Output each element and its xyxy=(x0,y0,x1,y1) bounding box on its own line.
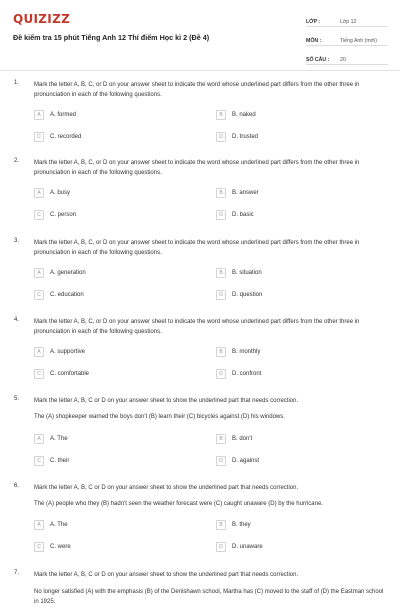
option-text: C. were xyxy=(50,544,71,550)
option-letter-box: C xyxy=(34,542,44,552)
option-text: C. education xyxy=(50,292,84,298)
option-b[interactable] xyxy=(216,110,256,120)
option-letter-box: D xyxy=(216,210,226,220)
option-text: C. recorded xyxy=(50,134,82,140)
meta-value: Tiếng Anh (mới) xyxy=(340,38,377,44)
option-letter-box: A xyxy=(34,520,44,530)
option-a[interactable] xyxy=(34,110,76,120)
option-letter-box: A xyxy=(34,347,44,357)
option-c[interactable] xyxy=(34,132,81,142)
question-number: 6. xyxy=(14,483,20,489)
option-a[interactable] xyxy=(34,347,85,357)
question-sentence: The (A) shopkeeper warned the boys don't (B) learn their (C) bicycles against (D) his windows. xyxy=(34,414,285,420)
question-number: 2. xyxy=(14,158,20,164)
option-letter-box: B xyxy=(216,188,226,198)
question-prompt: Mark the letter A, B, C, or D on your answer sheet to indicate the word whose underlined part differs from the other three in pronunciation in each of the following questions. xyxy=(34,319,360,335)
meta-label: LỚP : xyxy=(306,19,321,25)
option-text: A. busy xyxy=(50,190,71,196)
option-letter-box: B xyxy=(216,110,226,120)
meta-row-class xyxy=(306,14,388,27)
meta-label: SỐ CÂU : xyxy=(306,57,330,63)
option-text: A. The xyxy=(50,436,68,442)
option-b[interactable] xyxy=(216,188,259,198)
option-a[interactable] xyxy=(34,268,86,278)
option-text: D. unaware xyxy=(232,544,263,550)
option-d[interactable] xyxy=(216,369,261,379)
question-prompt: Mark the letter A, B, C or D on your answer sheet to show the underlined part that needs correction. xyxy=(34,398,299,404)
question-prompt: Mark the letter A, B, C, or D on your answer sheet to indicate the word whose underlined part differs from the other three in pronunciation in each of the following questions. xyxy=(34,160,360,176)
question-number: 7. xyxy=(14,570,20,576)
option-text: C. their xyxy=(50,458,70,464)
meta-row-count xyxy=(306,52,388,65)
option-b[interactable] xyxy=(216,434,252,444)
header-divider xyxy=(0,70,400,71)
option-letter-box: D xyxy=(216,369,226,379)
meta-value: Lớp 12 xyxy=(340,19,357,25)
option-letter-box: A xyxy=(34,268,44,278)
option-text: D. trusted xyxy=(232,134,259,140)
option-letter-box: A xyxy=(34,188,44,198)
option-c[interactable] xyxy=(34,210,76,220)
option-letter-box: C xyxy=(34,290,44,300)
option-text: D. question xyxy=(232,292,263,298)
option-text: D. against xyxy=(232,458,260,464)
quiz-meta xyxy=(306,14,388,71)
option-letter-box: B xyxy=(216,347,226,357)
question-number: 1. xyxy=(14,80,20,86)
question-prompt: Mark the letter A, B, C, or D on your answer sheet to indicate the word whose underlined part differs from the other three in pronunciation in each of the following questions. xyxy=(34,82,360,98)
option-d[interactable] xyxy=(216,210,254,220)
option-text: B. naked xyxy=(232,112,256,118)
question-prompt: Mark the letter A, B, C or D on your answer sheet to show the underlined part that needs correction. xyxy=(34,572,299,578)
option-text: A. formed xyxy=(50,112,77,118)
meta-label: MÔN : xyxy=(306,38,322,44)
option-letter-box: D xyxy=(216,456,226,466)
option-text: D. confront xyxy=(232,371,262,377)
option-letter-box: A xyxy=(34,434,44,444)
option-text: B. they xyxy=(232,522,251,528)
option-letter-box: C xyxy=(34,210,44,220)
option-text: A. generation xyxy=(50,270,86,276)
option-a[interactable] xyxy=(34,188,70,198)
option-a[interactable] xyxy=(34,434,68,444)
question-number: 5. xyxy=(14,396,20,402)
option-d[interactable] xyxy=(216,290,262,300)
question-sentence: No longer satisfied (A) with the emphasis (B) of the Denishawn school, Martha has (C) moved to the staff of (D) the Eastman school in 1925. xyxy=(34,589,384,605)
option-a[interactable] xyxy=(34,520,68,530)
option-text: C. person xyxy=(50,212,77,218)
option-text: B. situation xyxy=(232,270,262,276)
option-letter-box: D xyxy=(216,290,226,300)
option-letter-box: D xyxy=(216,132,226,142)
option-text: B. answer xyxy=(232,190,259,196)
option-text: B. monthly xyxy=(232,349,261,355)
option-text: B. don't xyxy=(232,436,253,442)
option-d[interactable] xyxy=(216,542,263,552)
question-sentence: The (A) people who they (B) hadn't seen the weather forecast were (C) caught unaware (D) by the hurricane. xyxy=(34,501,323,507)
option-letter-box: C xyxy=(34,132,44,142)
option-letter-box: A xyxy=(34,110,44,120)
option-d[interactable] xyxy=(216,132,258,142)
option-c[interactable] xyxy=(34,369,89,379)
option-letter-box: C xyxy=(34,369,44,379)
option-letter-box: D xyxy=(216,542,226,552)
option-letter-box: B xyxy=(216,520,226,530)
option-text: A. supportive xyxy=(50,349,86,355)
option-letter-box: B xyxy=(216,268,226,278)
option-letter-box: B xyxy=(216,434,226,444)
option-b[interactable] xyxy=(216,347,260,357)
question-number: 3. xyxy=(14,238,20,244)
quizizz-logo: QUIZIZZ xyxy=(13,12,71,26)
page-header xyxy=(0,0,400,66)
option-d[interactable] xyxy=(216,456,259,466)
option-b[interactable] xyxy=(216,268,262,278)
quiz-title: Đề kiểm tra 15 phút Tiếng Anh 12 Thí điểm Học kì 2 (Đề 4) xyxy=(13,33,210,42)
option-text: C. comfortable xyxy=(50,371,90,377)
option-text: A. The xyxy=(50,522,68,528)
option-b[interactable] xyxy=(216,520,251,530)
option-c[interactable] xyxy=(34,290,84,300)
question-prompt: Mark the letter A, B, C, or D on your answer sheet to indicate the word whose underlined part differs from the other three in pronunciation in each of the following questions. xyxy=(34,240,360,256)
meta-row-subject xyxy=(306,33,388,46)
question-number: 4. xyxy=(14,317,20,323)
option-text: D. basic xyxy=(232,212,254,218)
option-letter-box: C xyxy=(34,456,44,466)
question-prompt: Mark the letter A, B, C or D on your answer sheet to show the underlined part that needs correction. xyxy=(34,485,299,491)
meta-value: 20 xyxy=(340,57,346,63)
option-c[interactable] xyxy=(34,456,69,466)
option-c[interactable] xyxy=(34,542,71,552)
